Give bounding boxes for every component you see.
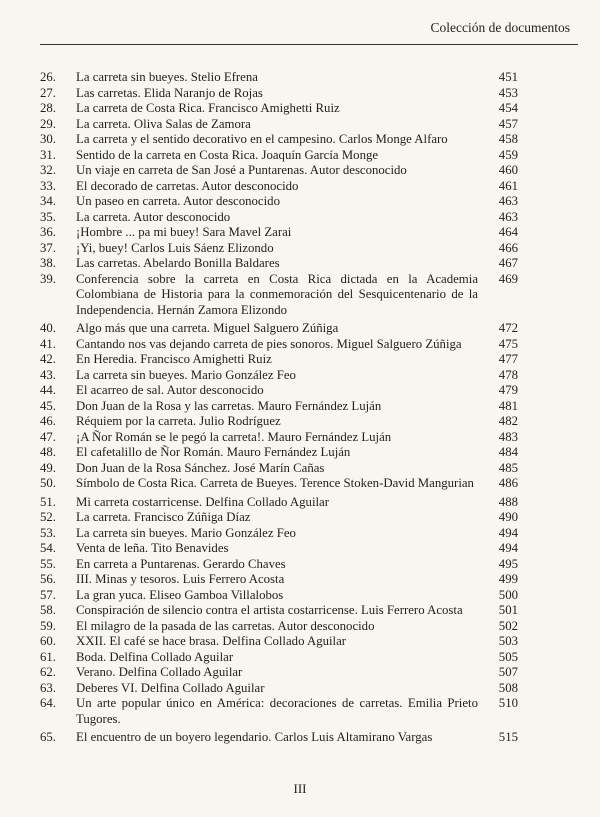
entry-page: 477 (498, 352, 518, 366)
entry-page: 475 (498, 336, 518, 351)
entry-number: 58. (40, 603, 56, 617)
entry-title: Un viaje en carreta de San José a Puntarenas. Autor desconocido (76, 163, 407, 177)
entry-number: 65. (40, 730, 56, 744)
toc-entry (40, 163, 518, 179)
toc-entry (40, 414, 518, 430)
entry-title: La carreta. Oliva Salas de Zamora (76, 116, 251, 131)
entry-page: 494 (498, 541, 518, 555)
toc-entry (40, 321, 518, 337)
toc-entry (40, 461, 518, 477)
toc-entry (40, 337, 518, 353)
entry-number: 29. (40, 116, 56, 131)
entry-title: El encuentro de un boyero legendario. Carlos Luis Altamirano Vargas (76, 730, 433, 744)
entry-title: Deberes VI. Delfina Collado Aguilar (76, 680, 265, 695)
entry-title: Mi carreta costarricense. Delfina Collado Aguilar (76, 494, 329, 509)
running-header: Colección de documentos (430, 20, 570, 35)
entry-page: 495 (498, 556, 518, 571)
entry-title: La carreta. Autor desconocido (76, 209, 231, 224)
entry-page: 483 (498, 429, 518, 444)
entry-number: 31. (40, 147, 56, 162)
toc-entry (40, 117, 518, 133)
entry-page: 460 (498, 163, 518, 177)
toc-entry (40, 132, 518, 148)
entry-number: 40. (40, 321, 56, 335)
entry-title: La carreta. Francisco Zúñiga Díaz (76, 510, 251, 524)
entry-number: 52. (40, 510, 56, 524)
entry-title: El cafetalillo de Ñor Román. Mauro Fernández Luján (76, 445, 351, 459)
toc-entry (40, 445, 518, 461)
entry-number: 62. (40, 665, 56, 679)
entry-page: 502 (498, 618, 518, 633)
entry-page: 453 (498, 85, 518, 100)
entry-page: 454 (498, 101, 518, 115)
entry-title: Venta de leña. Tito Benavides (76, 541, 229, 555)
entry-title: Don Juan de la Rosa Sánchez. José Marín Cañas (76, 460, 325, 475)
toc-entry (40, 256, 518, 272)
entry-title: Conspiración de silencio contra el artista costarricense. Luis Ferrero Acosta (76, 603, 463, 617)
entry-page: 472 (498, 321, 518, 335)
entry-number: 44. (40, 383, 56, 397)
entry-number: 59. (40, 618, 56, 633)
toc-entry (40, 86, 518, 102)
toc-entry (40, 101, 518, 117)
entry-page: 466 (498, 240, 518, 255)
toc-entry (40, 603, 518, 619)
entry-title: La carreta sin bueyes. Stelio Efrena (76, 70, 258, 84)
entry-number: 54. (40, 541, 56, 555)
entry-number: 41. (40, 336, 56, 351)
toc-entry (40, 588, 518, 604)
entry-title: Cantando nos vas dejando carreta de pies sonoros. Miguel Salguero Zúñiga (76, 336, 462, 351)
toc-entry (40, 572, 518, 588)
entry-page: 499 (498, 572, 518, 586)
entry-title: Las carretas. Elida Naranjo de Rojas (76, 85, 263, 100)
entry-number: 37. (40, 240, 56, 255)
entry-number: 38. (40, 256, 56, 270)
entry-title: En Heredia. Francisco Amighetti Ruiz (76, 352, 272, 366)
toc-entry (40, 148, 518, 164)
entry-number: 51. (40, 494, 56, 509)
entry-page: 515 (498, 730, 518, 744)
entry-title: ¡A Ñor Román se le pegó la carreta!. Mauro Fernández Luján (76, 429, 392, 444)
toc-entry (40, 476, 518, 492)
toc-entry (40, 619, 518, 635)
entry-page: 485 (498, 460, 518, 475)
entry-number: 60. (40, 634, 56, 648)
toc-entry (40, 210, 518, 226)
toc-entry (40, 383, 518, 399)
toc-entry (40, 179, 518, 195)
entry-number: 48. (40, 445, 56, 459)
toc-entry (40, 730, 518, 746)
entry-title: Un paseo en carreta. Autor desconocido (76, 194, 280, 208)
entry-number: 32. (40, 163, 56, 177)
table-of-contents (40, 70, 518, 746)
header-rule (40, 44, 578, 45)
entry-number: 55. (40, 556, 56, 571)
toc-entry (40, 70, 518, 86)
entry-number: 28. (40, 101, 56, 115)
entry-page: 457 (498, 116, 518, 131)
entry-page: 479 (498, 383, 518, 397)
entry-page: 467 (498, 256, 518, 270)
entry-number: 64. (40, 696, 56, 710)
toc-entry (40, 650, 518, 666)
entry-title: El decorado de carretas. Autor desconocido (76, 178, 299, 193)
entry-page: 451 (498, 70, 518, 84)
entry-page: 458 (498, 132, 518, 146)
entry-number: 47. (40, 429, 56, 444)
entry-page: 488 (498, 494, 518, 509)
entry-number: 46. (40, 414, 56, 428)
entry-page: 505 (498, 649, 518, 664)
entry-page: 501 (498, 603, 518, 617)
toc-entry (40, 541, 518, 557)
entry-page: 463 (498, 209, 518, 224)
toc-entry (40, 352, 518, 368)
toc-entry (40, 241, 518, 257)
entry-title: La carreta sin bueyes. Mario González Feo (76, 525, 296, 540)
toc-entry (40, 526, 518, 542)
entry-page: 459 (498, 147, 518, 162)
entry-page: 482 (498, 414, 518, 428)
toc-entry (40, 557, 518, 573)
entry-number: 57. (40, 587, 56, 602)
toc-entry (40, 681, 518, 697)
entry-page: 469 (498, 271, 518, 286)
toc-entry (40, 696, 518, 727)
entry-number: 61. (40, 649, 56, 664)
entry-title: Verano. Delfina Collado Aguilar (76, 665, 243, 679)
entry-number: 34. (40, 194, 56, 208)
entry-title: Réquiem por la carreta. Julio Rodríguez (76, 414, 281, 428)
entry-number: 36. (40, 225, 56, 239)
toc-entry (40, 368, 518, 384)
toc-entry (40, 399, 518, 415)
entry-number: 39. (40, 271, 56, 286)
entry-title: Un arte popular único en América: decoraciones de carretas. Emilia Prieto Tugores. (76, 696, 478, 726)
entry-number: 53. (40, 525, 56, 540)
entry-title: La gran yuca. Eliseo Gamboa Villalobos (76, 587, 284, 602)
entry-title: ¡Yi, buey! Carlos Luis Sáenz Elizondo (76, 240, 274, 255)
entry-title: ¡Hombre ... pa mi buey! Sara Mavel Zarai (76, 225, 292, 239)
entry-title: El milagro de la pasada de las carretas. Autor desconocido (76, 618, 375, 633)
entry-page: 478 (498, 367, 518, 382)
entry-page: 507 (498, 665, 518, 679)
toc-entry (40, 225, 518, 241)
entry-page: 490 (498, 510, 518, 524)
page-number: III (293, 781, 307, 796)
toc-entry (40, 665, 518, 681)
entry-page: 503 (498, 634, 518, 648)
toc-entry (40, 510, 518, 526)
entry-title: Algo más que una carreta. Miguel Salguero Zúñiga (76, 321, 339, 335)
toc-entry (40, 272, 518, 319)
entry-title: La carreta de Costa Rica. Francisco Amighetti Ruiz (76, 101, 340, 115)
entry-number: 42. (40, 352, 56, 366)
entry-title: Símbolo de Costa Rica. Carreta de Bueyes. Terence Stoken-David Mangurian (76, 476, 474, 490)
entry-title: En carreta a Puntarenas. Gerardo Chaves (76, 556, 286, 571)
entry-title: III. Minas y tesoros. Luis Ferrero Acosta (76, 572, 285, 586)
entry-page: 500 (498, 587, 518, 602)
entry-number: 35. (40, 209, 56, 224)
entry-number: 45. (40, 398, 56, 413)
toc-entry (40, 194, 518, 210)
entry-title: Boda. Delfina Collado Aguilar (76, 649, 234, 664)
entry-number: 33. (40, 178, 56, 193)
entry-title: XXII. El café se hace brasa. Delfina Collado Aguilar (76, 634, 347, 648)
entry-number: 30. (40, 132, 56, 146)
entry-page: 463 (498, 194, 518, 208)
entry-number: 26. (40, 70, 56, 84)
toc-entry (40, 495, 518, 511)
entry-page: 481 (498, 398, 518, 413)
entry-page: 461 (498, 178, 518, 193)
entry-title: Sentido de la carreta en Costa Rica. Joaquín García Monge (76, 147, 379, 162)
entry-title: La carreta y el sentido decorativo en el campesino. Carlos Monge Alfaro (76, 132, 448, 146)
entry-title: Las carretas. Abelardo Bonilla Baldares (76, 256, 280, 270)
entry-title: La carreta sin bueyes. Mario González Feo (76, 367, 296, 382)
entry-number: 49. (40, 460, 56, 475)
entry-number: 63. (40, 680, 56, 695)
entry-title: Conferencia sobre la carreta en Costa Rica dictada en la Academia Colombiana de Historia para la conmemoración del Sesquicentenario de la Independencia. Hernán Zamora Elizondo (76, 271, 478, 317)
toc-entry (40, 430, 518, 446)
entry-number: 56. (40, 572, 56, 586)
entry-number: 43. (40, 367, 56, 382)
toc-entry (40, 634, 518, 650)
entry-page: 484 (498, 445, 518, 459)
entry-page: 510 (498, 696, 518, 710)
entry-title: Don Juan de la Rosa y las carretas. Mauro Fernández Luján (76, 398, 382, 413)
entry-number: 27. (40, 85, 56, 100)
entry-number: 50. (40, 476, 56, 490)
entry-page: 486 (498, 476, 518, 490)
entry-page: 494 (498, 525, 518, 540)
entry-page: 464 (498, 225, 518, 239)
entry-page: 508 (498, 680, 518, 695)
entry-title: El acarreo de sal. Autor desconocido (76, 383, 264, 397)
